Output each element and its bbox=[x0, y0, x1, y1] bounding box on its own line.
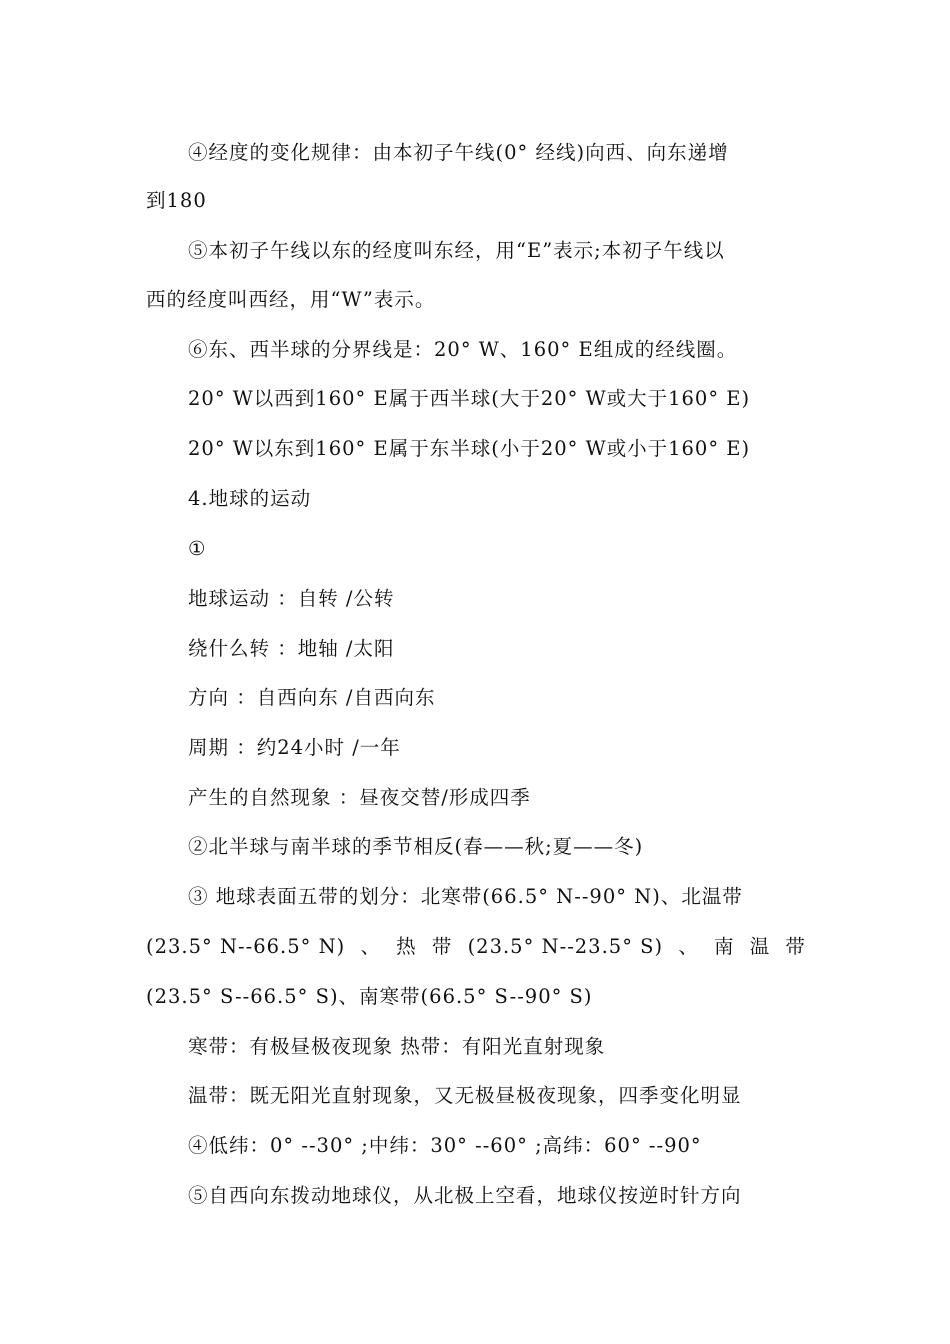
section-heading: 4.地球的运动 bbox=[188, 487, 312, 510]
text-segment: 南 bbox=[714, 935, 735, 958]
text-line: 周期 ：约24小时 /一年 bbox=[188, 736, 401, 759]
text-line: ②北半球与南半球的季节相反(春——秋;夏——冬) bbox=[188, 835, 644, 858]
text-segment: 带 bbox=[431, 935, 453, 958]
text-line: 20° W以东到160° E属于东半球(小于20° W或小于160° E) bbox=[188, 437, 751, 460]
text-segment: 温 bbox=[749, 935, 771, 958]
text-segment: 热 bbox=[396, 935, 417, 958]
text-line: 西的经度叫西经，用“W”表示。 bbox=[146, 288, 436, 311]
text-line: 产生的自然现象 ：昼夜交替/形成四季 bbox=[188, 786, 531, 809]
text-segment: 、 bbox=[678, 935, 699, 958]
justified-text-line bbox=[146, 934, 806, 960]
text-line: ③ 地球表面五带的划分：北寒带(66.5° N--90° N)、北温带 bbox=[188, 885, 743, 908]
text-segment: 、 bbox=[360, 935, 381, 958]
text-segment: (23.5° N--66.5° N) bbox=[146, 935, 346, 958]
text-line: (23.5° S--66.5° S)、南寒带(66.5° S--90° S) bbox=[146, 985, 593, 1008]
text-line: ⑤本初子午线以东的经度叫东经，用“E”表示;本初子午线以 bbox=[188, 239, 725, 262]
text-line: ⑤自西向东拨动地球仪，从北极上空看，地球仪按逆时针方向 bbox=[188, 1184, 742, 1207]
text-line: 温带：既无阳光直射现象，又无极昼极夜现象，四季变化明显 bbox=[188, 1084, 742, 1107]
text-line: ⑥东、西半球的分界线是：20° W、160° E组成的经线圈。 bbox=[188, 338, 738, 361]
text-line: 绕什么转 ：地轴 /太阳 bbox=[188, 637, 395, 660]
text-segment: 带 bbox=[785, 935, 806, 958]
text-line: ④低纬：0° --30° ;中纬：30° --60° ;高纬：60° --90° bbox=[188, 1134, 702, 1157]
text-line: 地球运动 ：自转 /公转 bbox=[188, 587, 395, 610]
text-segment: (23.5° N--23.5° S) bbox=[467, 935, 664, 958]
text-line: ① bbox=[188, 537, 207, 560]
text-line: ④经度的变化规律：由本初子午线(0° 经线)向西、向东递增 bbox=[188, 141, 729, 164]
text-line: 到180 bbox=[146, 189, 207, 212]
text-line: 寒带：有极昼极夜现象 热带：有阳光直射现象 bbox=[188, 1035, 606, 1058]
text-line: 方向 ：自西向东 /自西向东 bbox=[188, 686, 436, 709]
text-line: 20° W以西到160° E属于西半球(大于20° W或大于160° E) bbox=[188, 387, 751, 410]
